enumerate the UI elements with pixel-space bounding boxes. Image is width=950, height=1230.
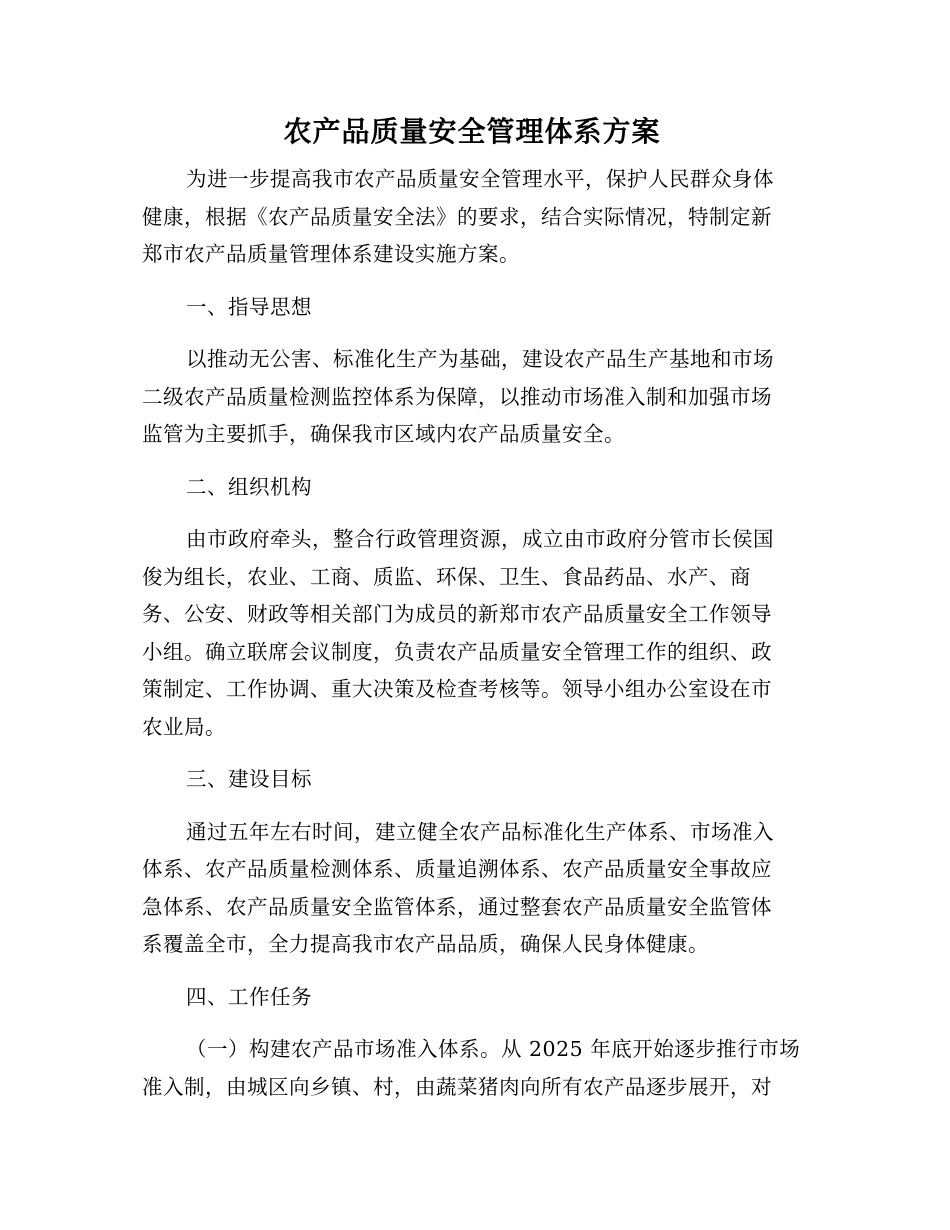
- text-line: （一）构建农产品市场准入体系。从 2025 年底开始逐步推行市场: [186, 1037, 801, 1061]
- section-heading-guiding-ideology: 一、指导思想: [186, 294, 312, 319]
- text-line: 由市政府牵头，整合行政管理资源，成立由市政府分管市长侯国: [186, 527, 774, 551]
- spacer: [142, 326, 802, 341]
- text-line: 急体系、农产品质量安全监管体系，通过整套农产品质量安全监管体: [142, 894, 772, 919]
- spacer: [142, 274, 802, 289]
- text-line: 俊为组长，农业、工商、质监、环保、卫生、食品药品、水产、商: [142, 564, 751, 589]
- text-line: 郑市农产品质量管理体系建设实施方案。: [142, 242, 520, 266]
- section-paragraph: [142, 814, 802, 964]
- text-line: 为进一步提高我市农产品质量安全管理水平，保护人民群众身体: [186, 167, 774, 191]
- text-line: 体系、农产品质量检测体系、质量追溯体系、农产品质量安全事故应: [142, 857, 772, 881]
- text-line: 小组。确立联席会议制度，负责农产品质量安全管理工作的组织、政: [142, 639, 772, 664]
- document-title: 农产品质量安全管理体系方案: [283, 115, 661, 148]
- spacer: [142, 506, 802, 521]
- text-line: 健康，根据《农产品质量安全法》的要求，结合实际情况，特制定新: [142, 204, 772, 229]
- section-paragraph: [142, 521, 802, 746]
- intro-paragraph: [142, 161, 802, 274]
- spacer: [142, 1016, 802, 1031]
- section-heading-goals: 三、建设目标: [186, 767, 312, 791]
- section-heading-organization: 二、组织机构: [186, 474, 312, 499]
- document-page: [142, 112, 802, 1106]
- spacer: [142, 746, 802, 761]
- text-line: 策制定、工作协调、重大决策及检查考核等。领导小组办公室设在市: [142, 677, 772, 701]
- text-line: 通过五年左右时间，建立健全农产品标准化生产体系、市场准入: [186, 819, 774, 844]
- text-line: 系覆盖全市，全力提高我市农产品品质，确保人民身体健康。: [142, 932, 709, 956]
- spacer: [142, 454, 802, 469]
- text-line: 以推动无公害、标准化生产为基础，建设农产品生产基地和市场: [186, 347, 774, 371]
- section-heading-tasks: 四、工作任务: [186, 984, 312, 1009]
- text-line: 农业局。: [142, 714, 226, 739]
- section-paragraph: [142, 341, 802, 454]
- spacer: [142, 152, 802, 161]
- text-line: 务、公安、财政等相关部门为成员的新郑市农产品质量安全工作领导: [142, 602, 772, 626]
- section-paragraph: [142, 1031, 802, 1106]
- spacer: [142, 964, 802, 979]
- text-line: 准入制，由城区向乡镇、村，由蔬菜猪肉向所有农产品逐步展开，对: [142, 1074, 772, 1099]
- text-line: 监管为主要抓手，确保我市区域内农产品质量安全。: [142, 422, 625, 446]
- spacer: [142, 799, 802, 814]
- text-line: 二级农产品质量检测监控体系为保障，以推动市场准入制和加强市场: [142, 384, 772, 409]
